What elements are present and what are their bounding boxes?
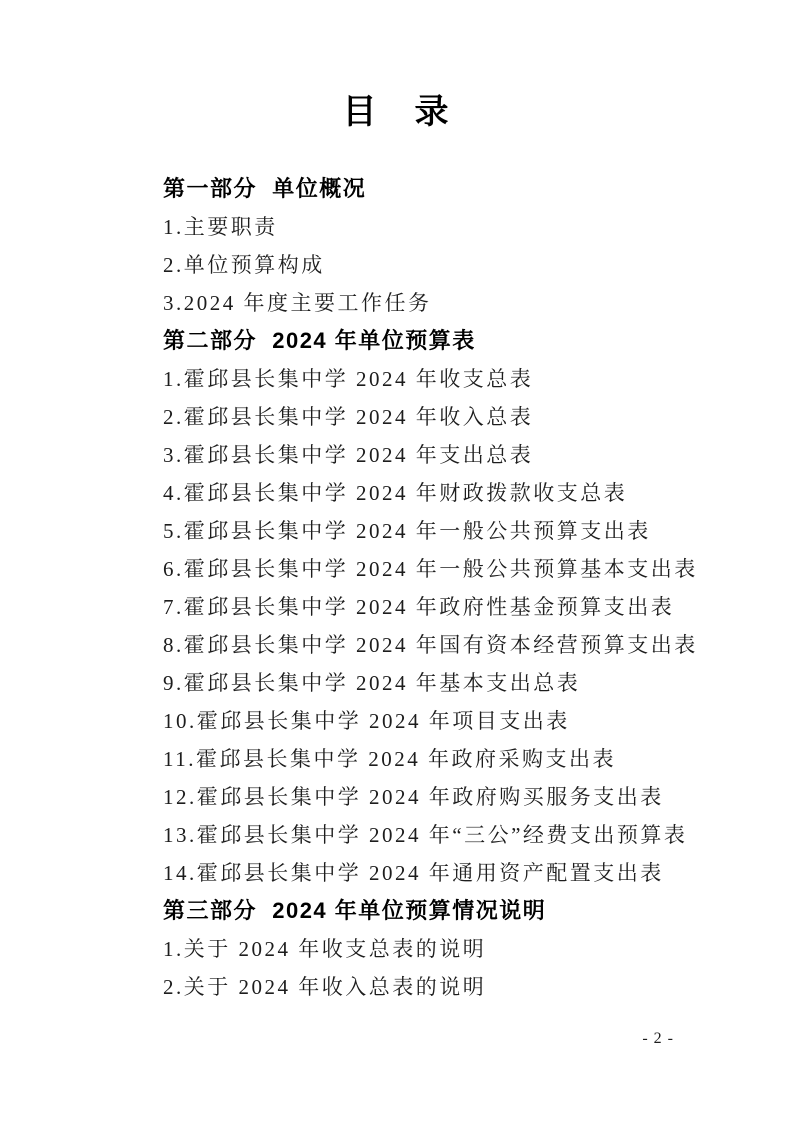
toc-item: 14.霍邱县长集中学 2024 年通用资产配置支出表 [163, 861, 664, 885]
page-number: - 2 - [642, 1030, 674, 1047]
toc-item: 1.关于 2024 年收支总表的说明 [163, 937, 487, 961]
toc-item: 13.霍邱县长集中学 2024 年“三公”经费支出预算表 [163, 823, 688, 847]
toc-item: 6.霍邱县长集中学 2024 年一般公共预算基本支出表 [163, 557, 698, 581]
toc-item: 2.单位预算构成 [163, 253, 325, 277]
toc-item: 2.霍邱县长集中学 2024 年收入总表 [163, 405, 534, 429]
toc-item: 12.霍邱县长集中学 2024 年政府购买服务支出表 [163, 785, 664, 809]
toc-section-heading-3: 第三部分 2024 年单位预算情况说明 [163, 898, 547, 923]
toc-item: 8.霍邱县长集中学 2024 年国有资本经营预算支出表 [163, 633, 698, 657]
toc-item: 7.霍邱县长集中学 2024 年政府性基金预算支出表 [163, 595, 675, 619]
toc-item: 3.2024 年度主要工作任务 [163, 291, 432, 315]
toc-item: 11.霍邱县长集中学 2024 年政府采购支出表 [163, 747, 616, 771]
toc-item: 1.霍邱县长集中学 2024 年收支总表 [163, 367, 534, 391]
toc-item: 10.霍邱县长集中学 2024 年项目支出表 [163, 709, 570, 733]
toc-section-heading-2: 第二部分 2024 年单位预算表 [163, 328, 476, 353]
toc-item: 1.主要职责 [163, 215, 278, 239]
page-title: 目 录 [342, 93, 451, 131]
toc-item: 5.霍邱县长集中学 2024 年一般公共预算支出表 [163, 519, 651, 543]
toc-item: 2.关于 2024 年收入总表的说明 [163, 975, 487, 999]
toc-section-heading-1: 第一部分 单位概况 [163, 176, 367, 201]
toc [163, 170, 703, 1006]
toc-item: 4.霍邱县长集中学 2024 年财政拨款收支总表 [163, 481, 628, 505]
toc-item: 9.霍邱县长集中学 2024 年基本支出总表 [163, 671, 581, 695]
toc-item: 3.霍邱县长集中学 2024 年支出总表 [163, 443, 534, 467]
